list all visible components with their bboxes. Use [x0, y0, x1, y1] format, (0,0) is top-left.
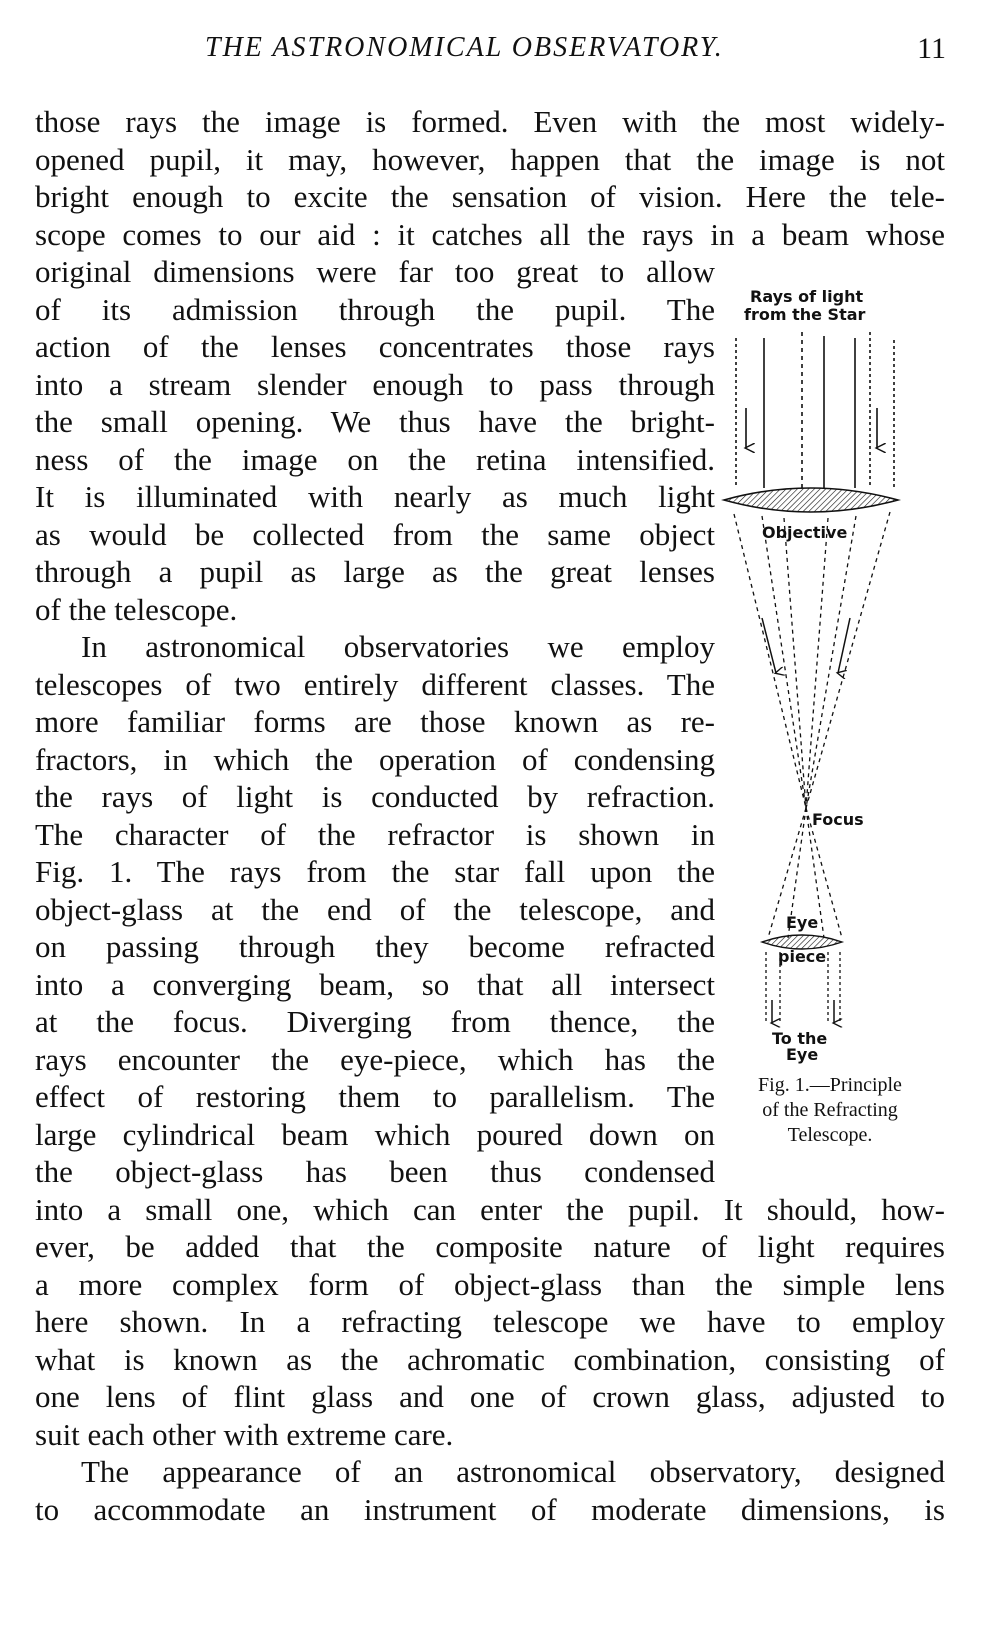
down-arrow-icon	[746, 408, 877, 448]
text-line: In astronomical observatories we employ	[81, 629, 715, 664]
to-the-label: To the	[772, 1029, 828, 1048]
caption-line: of the Refracting	[762, 1099, 898, 1121]
rays-of-light-label: Rays of light	[750, 287, 864, 306]
running-head	[0, 32, 1000, 76]
piece-label: piece	[778, 947, 827, 966]
text-line: fractors, in which the operation of condensing	[35, 742, 715, 777]
converging-arrow-icon	[762, 618, 850, 673]
objective-lens	[724, 488, 898, 512]
down-arrow-icon	[772, 1000, 834, 1023]
text-line: ness of the image on the retina intensified.	[35, 442, 715, 477]
text-line: what is known as the achromatic combination, consisting of	[35, 1342, 945, 1377]
page-number: 11	[917, 32, 946, 65]
caption-line: Fig. 1.—Principle	[758, 1074, 902, 1096]
text-line: The character of the refractor is shown in	[35, 817, 715, 852]
text-line: one lens of flint glass and one of crown glass, adjusted to	[35, 1379, 945, 1414]
text-line: scope comes to our aid : it catches all the rays in a beam whose	[35, 217, 945, 252]
text-line: of its admission through the pupil. The	[35, 292, 715, 327]
telescope-diagram	[732, 288, 952, 1208]
text-line: into a converging beam, so that all intersect	[35, 967, 715, 1002]
caption-line: Telescope.	[787, 1124, 873, 1146]
objective-label: Objective	[762, 523, 848, 542]
incoming-rays	[736, 332, 894, 488]
from-the-star-label: from the Star	[744, 305, 866, 324]
text-line: the small opening. We thus have the bright-	[35, 404, 715, 439]
text-line: ever, be added that the composite nature of light requires	[35, 1229, 945, 1264]
text-line: here shown. In a refracting telescope we have to employ	[35, 1304, 945, 1339]
text-line: more familiar forms are those known as re-	[35, 704, 715, 739]
text-line: a more complex form of object-glass than the simple lens	[35, 1267, 945, 1302]
text-line: rays encounter the eye-piece, which has the	[35, 1042, 715, 1077]
text-line: those rays the image is formed. Even with the most widely-	[35, 104, 945, 139]
text-line: through a pupil as large as the great lenses	[35, 554, 715, 589]
running-head-title: THE ASTRONOMICAL OBSERVATORY.	[205, 32, 724, 63]
text-line: at the focus. Diverging from thence, the	[35, 1004, 715, 1039]
text-line: telescopes of two entirely different classes. The	[35, 667, 715, 702]
eye-label: Eye	[786, 913, 819, 932]
focus-label: Focus	[812, 810, 864, 829]
text-line: The appearance of an astronomical observatory, designed	[81, 1454, 945, 1489]
text-line: on passing through they become refracted	[35, 929, 715, 964]
eye-bottom-label: Eye	[786, 1045, 819, 1064]
converging-rays	[734, 512, 890, 808]
text-line: object-glass at the end of the telescope, and	[35, 892, 715, 927]
text-line: opened pupil, it may, however, happen that the image is not	[35, 142, 945, 177]
figure-caption	[710, 1073, 950, 1148]
text-line: suit each other with extreme care.	[35, 1417, 454, 1452]
text-line: to accommodate an instrument of moderate dimensions, is	[35, 1492, 945, 1527]
text-line: action of the lenses concentrates those rays	[35, 329, 715, 364]
text-line: effect of restoring them to parallelism. The	[35, 1079, 715, 1114]
text-line: into a small one, which can enter the pupil. It should, how-	[35, 1192, 945, 1227]
text-line: of the telescope.	[35, 592, 238, 627]
text-line: the object-glass has been thus condensed	[35, 1154, 715, 1189]
text-line: into a stream slender enough to pass through	[35, 367, 715, 402]
text-line: Fig. 1. The rays from the star fall upon the	[35, 854, 715, 889]
text-line: bright enough to excite the sensation of vision. Here the tele-	[35, 179, 945, 214]
text-line: large cylindrical beam which poured down on	[35, 1117, 715, 1152]
text-line: original dimensions were far too great to allow	[35, 254, 715, 289]
text-line: It is illuminated with nearly as much light	[35, 479, 715, 514]
text-line: as would be collected from the same object	[35, 517, 715, 552]
refracting-telescope-figure	[732, 288, 952, 1208]
text-line: the rays of light is conducted by refraction.	[35, 779, 715, 814]
